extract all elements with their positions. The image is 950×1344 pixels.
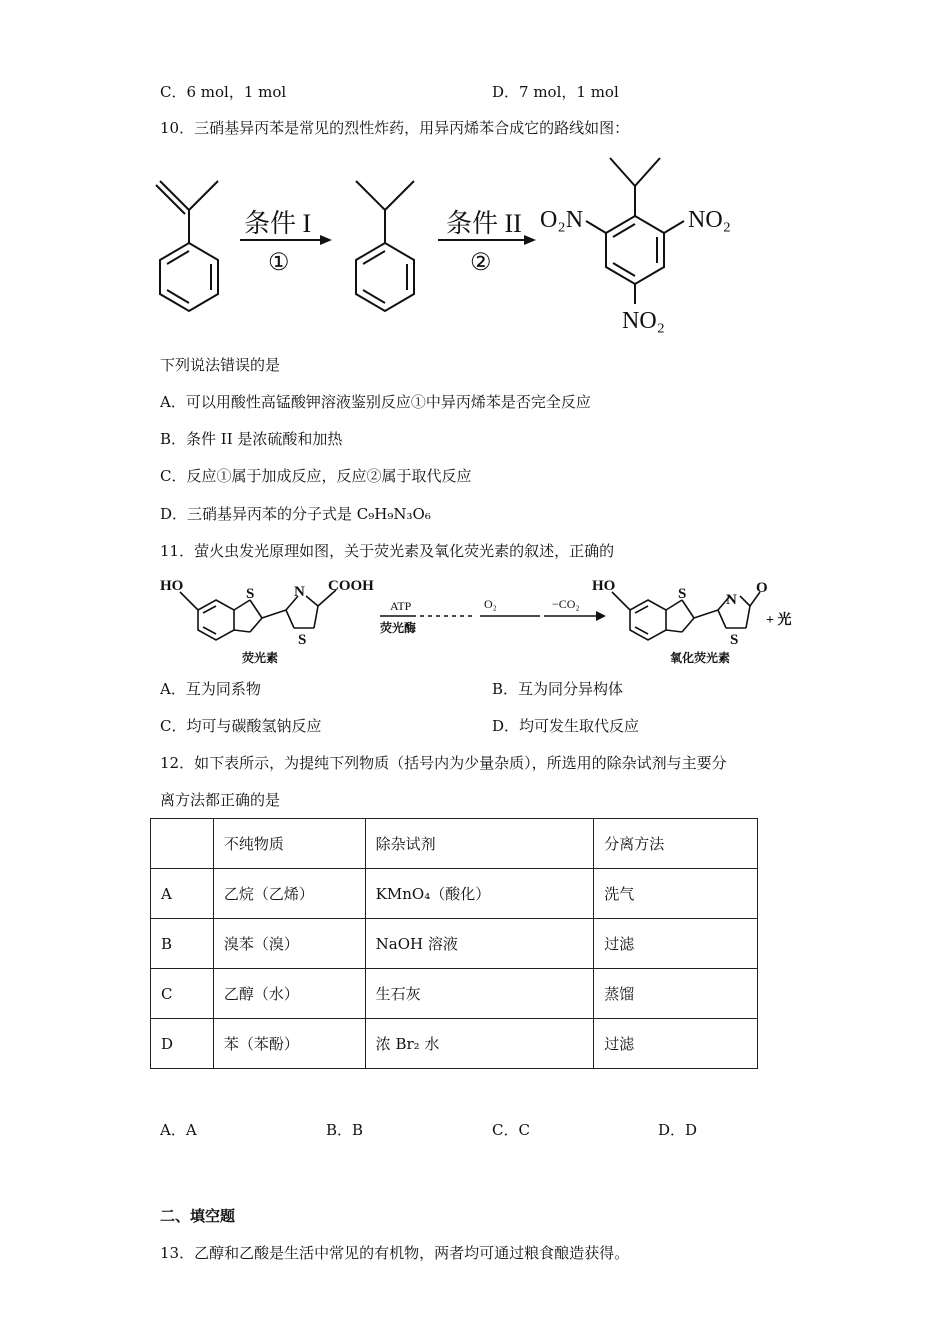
q10-stem: 10．三硝基异丙苯是常见的烈性炸药，用异丙烯苯合成它的路线如图： <box>160 119 630 137</box>
q11-minus-co2: −CO₂ <box>552 597 580 611</box>
table-header-cell: 不纯物质 <box>213 819 365 869</box>
table-row <box>151 1019 758 1069</box>
table-row <box>151 869 758 919</box>
table-header-cell: 除杂试剂 <box>365 819 594 869</box>
q10-reaction-scheme <box>140 148 780 340</box>
table-cell: NaOH 溶液 <box>365 919 594 969</box>
q12-option-d: D．D <box>658 1121 698 1139</box>
q10-nitro-left: O₂N <box>540 207 584 233</box>
q10-step1-condition: 条件 I <box>244 209 312 238</box>
q10-prompt: 下列说法错误的是 <box>160 356 281 374</box>
table-cell: 苯（苯酚） <box>213 1019 365 1069</box>
q10-option-d: D．三硝基异丙苯的分子式是 C₉H₉N₃O₆ <box>160 505 431 523</box>
table-row <box>151 969 758 1019</box>
q11-right-n: N <box>726 592 737 608</box>
q10-step2-number: ② <box>470 250 492 276</box>
q12-stem-line2: 离方法都正确的是 <box>160 791 281 809</box>
q12-option-c: C．C <box>492 1121 530 1139</box>
q13-stem: 13．乙醇和乙酸是生活中常见的有机物，两者均可通过粮食酿造获得。 <box>160 1244 630 1262</box>
q11-left-cooh: COOH <box>328 578 374 594</box>
q11-reaction-scheme <box>158 570 808 668</box>
table-header-cell <box>151 819 214 869</box>
q11-arrow-top: ATP <box>390 599 412 613</box>
table-cell: B <box>151 919 214 969</box>
table-cell: 洗气 <box>594 869 758 919</box>
table-cell: 过滤 <box>594 1019 758 1069</box>
table-cell: 过滤 <box>594 919 758 969</box>
q12-stem-line1: 12．如下表所示，为提纯下列物质（括号内为少量杂质），所选用的除杂试剂与主要分 <box>160 754 727 772</box>
q10-step1-number: ① <box>268 250 290 276</box>
q11-option-d: D．均可发生取代反应 <box>492 717 640 735</box>
q11-option-b: B．互为同分异构体 <box>492 680 624 698</box>
q10-nitro-right: NO₂ <box>688 207 732 233</box>
table-header-row <box>151 819 758 869</box>
table-cell: 浓 Br₂ 水 <box>365 1019 594 1069</box>
q11-option-c: C．均可与碳酸氢钠反应 <box>160 717 322 735</box>
q12-purification-table <box>150 818 758 1069</box>
table-cell: 溴苯（溴） <box>213 919 365 969</box>
q10-nitro-bottom: NO₂ <box>622 308 666 334</box>
table-cell: 生石灰 <box>365 969 594 1019</box>
table-cell: 蒸馏 <box>594 969 758 1019</box>
q11-o2: O₂ <box>484 597 497 611</box>
table-cell: C <box>151 969 214 1019</box>
table-cell: D <box>151 1019 214 1069</box>
q11-right-s: S <box>678 586 687 602</box>
q11-left-s: S <box>246 586 255 602</box>
table-cell: KMnO₄（酸化） <box>365 869 594 919</box>
table-row <box>151 919 758 969</box>
q11-left-n: N <box>294 584 305 600</box>
table-cell: 乙烷（乙烯） <box>213 869 365 919</box>
q11-right-ho: HO <box>592 578 616 594</box>
q11-arrow-bottom: 荧光酶 <box>380 621 417 635</box>
q11-left-ho: HO <box>160 578 184 594</box>
q11-right-o: O <box>756 580 768 596</box>
q11-left-s2: S <box>298 632 307 648</box>
q11-left-name: 荧光素 <box>242 651 279 665</box>
q9-option-d: D．7 mol，1 mol <box>492 83 619 101</box>
q12-option-a: A．A <box>160 1121 197 1139</box>
q11-option-a: A．互为同系物 <box>160 680 261 698</box>
q11-plus-light: + 光 <box>766 613 792 628</box>
table-cell: A <box>151 869 214 919</box>
q10-option-c: C．反应①属于加成反应，反应②属于取代反应 <box>160 467 472 485</box>
q12-option-b: B．B <box>326 1121 364 1139</box>
q10-step2-condition: 条件 II <box>446 209 522 238</box>
table-header-cell: 分离方法 <box>594 819 758 869</box>
q10-option-b: B．条件 II 是浓硫酸和加热 <box>160 430 343 448</box>
q11-right-name: 氧化荧光素 <box>670 651 731 665</box>
q11-right-s2: S <box>730 632 739 648</box>
q10-option-a: A．可以用酸性高锰酸钾溶液鉴别反应①中异丙烯苯是否完全反应 <box>160 393 591 411</box>
table-cell: 乙醇（水） <box>213 969 365 1019</box>
q9-option-c: C．6 mol，1 mol <box>160 83 287 101</box>
q11-stem: 11．萤火虫发光原理如图，关于荧光素及氧化荧光素的叙述，正确的 <box>160 542 615 560</box>
section-title: 二、填空题 <box>160 1207 236 1225</box>
